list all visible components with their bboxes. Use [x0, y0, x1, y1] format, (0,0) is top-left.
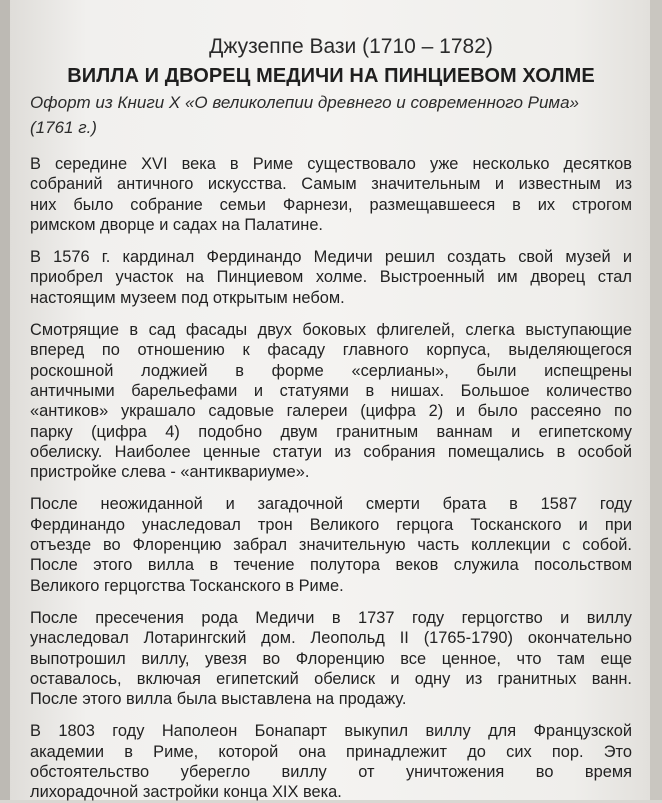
text-line: пристройке слева - «антиквариуме».	[30, 463, 310, 482]
text-line: них было собрание семьи Фарнези, размещавшееся в их строгом	[30, 195, 632, 214]
placard-subtitle	[30, 90, 632, 140]
subtitle-line: (1761 г.)	[30, 118, 97, 137]
text-line: обелиску. Наиболее ценные статуи из собрания помещались в особой	[30, 442, 632, 461]
text-line: В середине XVI века в Риме существовало уже несколько десятков	[30, 155, 632, 173]
placard-title: ВИЛЛА И ДВОРЕЦ МЕДИЧИ НА ПИНЦИЕВОМ ХОЛМЕ	[67, 65, 595, 87]
text-line: После этого вилла в течение полутора веков служила посольством	[30, 556, 632, 575]
paragraph-facades	[30, 320, 632, 482]
text-line: роскошной лоджией в форме «серлианы», были испещрены	[30, 361, 632, 380]
text-line: Великого герцогства Тосканского в Риме.	[30, 576, 344, 595]
museum-placard	[10, 0, 650, 800]
paragraph-1737	[30, 608, 632, 709]
paragraph-farnese	[30, 154, 632, 235]
text-line: вперед по отношению к фасаду главного корпуса, выделяющегося	[30, 341, 632, 360]
text-line: После этого вилла была выставлена на продажу.	[30, 690, 407, 709]
paragraph-1803	[30, 721, 632, 802]
text-line: приобрел участок на Пинциевом холме. Выстроенный им дворец стал	[30, 268, 632, 287]
text-line: настоящим музеем под открытым небом.	[30, 288, 345, 307]
text-line: лихорадочной застройки конца XIX века.	[30, 783, 342, 802]
text-line: парку (цифра 4) подобно двум гранитным ваннам и египетскому	[30, 422, 632, 441]
text-line: собраний античного искусства. Самым значительным и известным из	[30, 175, 632, 194]
text-line: В 1803 году Наполеон Бонапарт выкупил виллу для Французской	[30, 722, 632, 741]
text-line: В 1576 г. кардинал Фердинандо Медичи решил создать свой музей и	[30, 248, 632, 267]
text-line: «антиков» украшало садовые галереи (цифра 2) и было рассеяно по	[30, 402, 632, 421]
subtitle-line: Офорт из Книги X «О великолепии древнего и современного Рима»	[30, 93, 579, 112]
paragraph-1587	[30, 494, 632, 595]
wall-right	[650, 0, 662, 800]
text-line: После неожиданной и загадочной смерти брата в 1587 году	[30, 495, 632, 514]
text-line: оставалось, включая египетский обелиск и одну из гранитных ванн.	[30, 669, 632, 688]
text-line: отъезде во Флоренцию забрал значительную часть коллекции с собой.	[30, 536, 632, 555]
text-line: унаследовал Лотарингский дом. Леопольд II (1765-1790) окончательно	[30, 629, 632, 648]
author-heading: Джузеппе Вази (1710 – 1782)	[209, 35, 493, 58]
wall-left	[0, 0, 10, 800]
text-line: римском дворце и садах на Палатине.	[30, 215, 323, 234]
text-line: После пресечения рода Медичи в 1737 году герцогство и виллу	[30, 608, 632, 627]
text-line: Смотрящие в сад фасады двух боковых флигелей, слегка выступающие	[30, 321, 632, 340]
text-line: Фердинандо унаследовал трон Великого герцога Тосканского и при	[30, 515, 632, 534]
text-line: обстоятельство уберегло виллу от уничтожения во время	[30, 763, 632, 782]
text-line: академии в Риме, которой она принадлежит до сих пор. Это	[30, 742, 632, 761]
paragraph-1576	[30, 247, 632, 308]
text-line: выпотрошил виллу, увезя во Флоренцию все ценное, что там еще	[30, 649, 632, 668]
text-line: античными барельефами и статуями в нишах. Большое количество	[30, 381, 632, 400]
